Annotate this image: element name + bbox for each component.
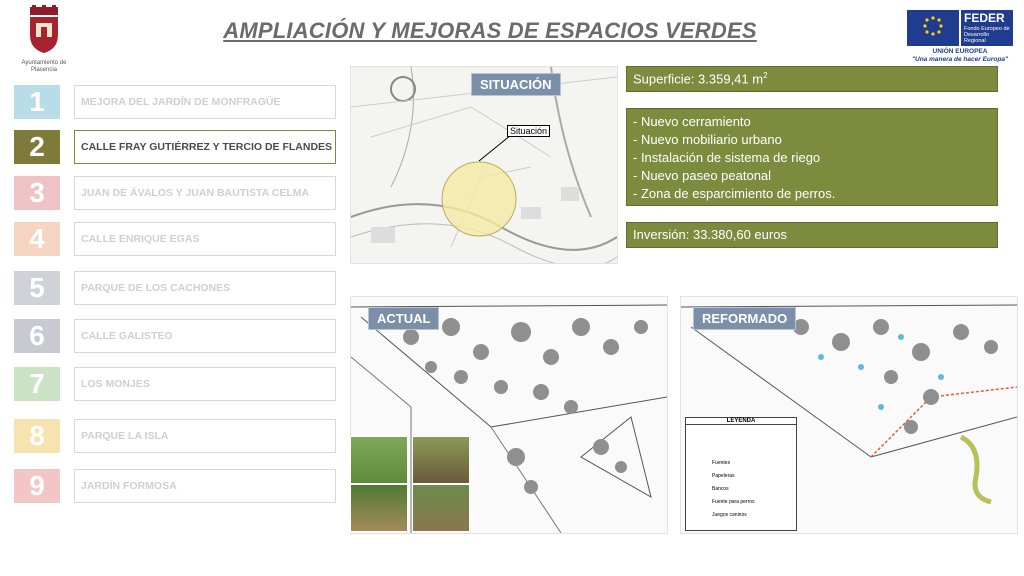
eu-flag-icon — [907, 10, 959, 46]
feder-sub: Fondo Europeo de Desarrollo Regional — [964, 26, 1010, 44]
situacion-tag: SITUACIÓN — [471, 73, 561, 96]
site-photo — [412, 484, 470, 532]
actual-tag: ACTUAL — [368, 307, 439, 330]
nav-number: 7 — [14, 367, 60, 401]
legend-row: Papeleras — [712, 473, 735, 479]
map-label: Situación — [507, 125, 550, 137]
nav-label: LOS MONJES — [74, 367, 336, 401]
site-photo — [350, 484, 408, 532]
improvement-item: - Nuevo paseo peatonal — [633, 168, 772, 183]
nav-label: CALLE GALISTEO — [74, 319, 336, 353]
nav-number: 6 — [14, 319, 60, 353]
eu-motto: "Una manera de hacer Europa" — [911, 56, 1009, 63]
legend-row: Bancos — [712, 486, 729, 492]
surface-unit-exponent: 2 — [763, 71, 768, 80]
nav-number: 2 — [14, 130, 60, 164]
legend-box — [685, 417, 797, 531]
feder-logo — [907, 10, 1013, 66]
site-photo — [350, 436, 408, 484]
page-title: AMPLIACIÓN Y MEJORAS DE ESPACIOS VERDES — [223, 18, 757, 43]
nav-number: 5 — [14, 271, 60, 305]
improvement-item: - Nuevo mobiliario urbano — [633, 132, 782, 147]
nav-label: CALLE FRAY GUTIÉRREZ Y TERCIO DE FLANDES — [74, 130, 336, 164]
nav-number: 3 — [14, 176, 60, 210]
situation-map-drawing — [351, 67, 617, 263]
nav-number: 1 — [14, 85, 60, 119]
nav-label: PARQUE LA ISLA — [74, 419, 336, 453]
feder-label: FEDER — [964, 11, 1005, 25]
site-photo — [412, 436, 470, 484]
surface-box — [626, 66, 998, 92]
coat-of-arms-icon — [22, 5, 66, 55]
improvement-item: - Nuevo cerramiento — [633, 114, 751, 129]
investment-box: Inversión: 33.380,60 euros — [626, 222, 998, 248]
legend-title: LEYENDA — [686, 418, 796, 425]
legend-row: Fuente para perros — [712, 499, 755, 505]
legend-row: Juegos caninos — [712, 512, 747, 518]
nav-label: JUAN DE ÁVALOS Y JUAN BAUTISTA CELMA — [74, 176, 336, 210]
reformado-plan — [680, 296, 1018, 534]
surface-text: Superficie: 3.359,41 m — [633, 71, 764, 87]
nav-number: 8 — [14, 419, 60, 453]
improvement-item: - Instalación de sistema de riego — [633, 150, 821, 165]
nav-label: JARDÍN FORMOSA — [74, 469, 336, 503]
nav-number: 4 — [14, 222, 60, 256]
improvement-item: - Zona de esparcimiento de perros. — [633, 186, 836, 201]
logo-caption: Ayuntamiento de Plasencia — [21, 60, 67, 73]
legend-row: Fuentes — [712, 460, 731, 466]
eu-label: UNIÓN EUROPEA — [932, 48, 988, 55]
nav-label: CALLE ENRIQUE EGAS — [74, 222, 336, 256]
nav-number: 9 — [14, 469, 60, 503]
nav-label: PARQUE DE LOS CACHONES — [74, 271, 336, 305]
improvements-box — [626, 108, 998, 206]
reformado-tag: REFORMADO — [693, 307, 796, 330]
city-logo — [21, 5, 67, 73]
nav-label: MEJORA DEL JARDÍN DE MONFRAGÜE — [74, 85, 336, 119]
